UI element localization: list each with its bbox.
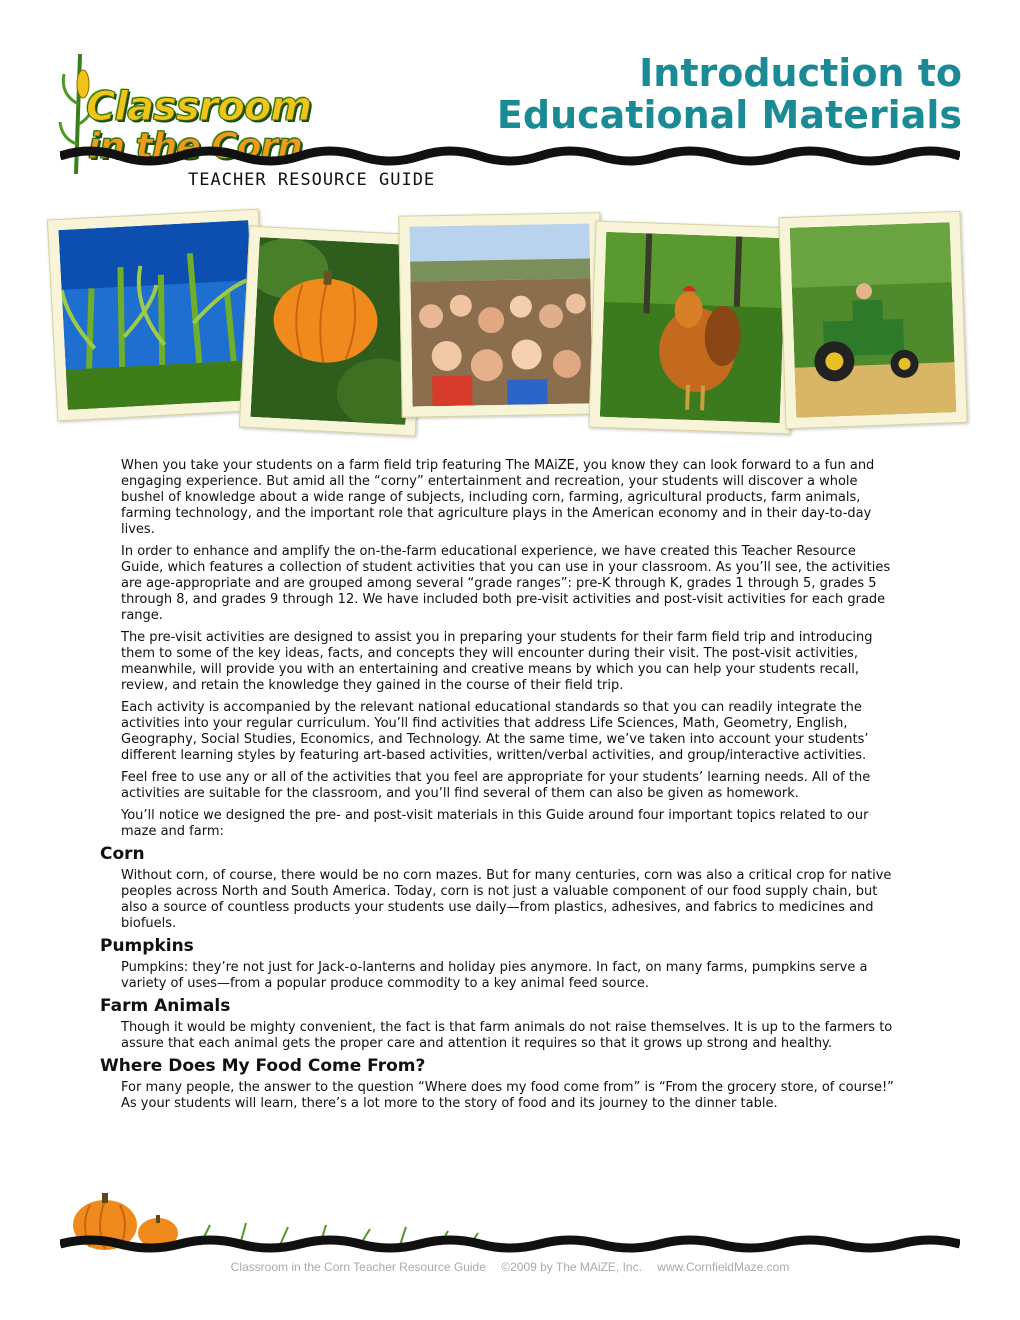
intro-paragraph: When you take your students on a farm field trip featuring The MAiZE, you know they can look forward to a fun and engaging experience. But amid all the “corny” entertainment and recreation, your students will discover a whole bushel of knowledge about a wide range of subjects, including corn, farming, agricultural products, farm animals, farming technology, and the important role that agriculture plays in the American economy and in their day-to-day lives.	[121, 458, 875, 537]
intro-paragraph: In order to enhance and amplify the on-the-farm educational experience, we have created this Teacher Resource Guide, which features a collection of student activities that you can use in your classroom. As you’ll see, the activities are age-appropriate and are grouped among several “grade ranges”: pre-K through K, grades 1 through 5, grades 5 through 8, and grades 9 through 12. We have included both pre-visit activities and post-visit activities for each grade range.	[121, 544, 891, 623]
topic-text-farm-animals: Though it would be mighty convenient, the fact is that farm animals do not raise themselves. It is up to the farmers to assure that each animal gets the proper care and attention it requires so that it grows up strong and healthy.	[121, 1020, 893, 1051]
footer-copyright: ©2009 by The MAiZE, Inc.	[501, 1260, 642, 1274]
intro-paragraph: Each activity is accompanied by the relevant national educational standards so that you can readily integrate the activities into your regular curriculum. You’ll find activities that address Life Sciences, Math, Geometry, English, Geography, Social Studies, Economics, and Technology. At the same time, we’ve taken into account your students’ different learning styles by featuring art-based activities, written/verbal activities, and group/interactive activities.	[121, 700, 869, 763]
topic-heading-food-source: Where Does My Food Come From?	[100, 1056, 426, 1076]
footer-wave-divider	[60, 1232, 960, 1254]
page-title	[497, 52, 962, 136]
topic-heading-pumpkins: Pumpkins	[100, 936, 194, 956]
logo-line-1: Classroom	[86, 84, 312, 130]
page-title-line-1: Introduction to	[639, 51, 962, 95]
students-group-photo	[398, 212, 603, 417]
intro-paragraph: The pre-visit activities are designed to assist you in preparing your students for their farm field trip and introducing them to some of the key ideas, facts, and concepts they will encounter during their visit. The post-visit activities, meanwhile, will provide you with an entertaining and creative means by which you can help your students recall, review, and retain the knowledge they gained in the course of their field trip.	[121, 630, 873, 693]
logo-line-2: in the Corn	[88, 126, 302, 167]
topic-text-food-source: For many people, the answer to the question “Where does my food come from” is “From the grocery store, of course!” As your students will learn, there’s a lot more to the story of food and its journey to the dinner table.	[121, 1080, 894, 1111]
rooster-photo	[588, 221, 797, 435]
intro-paragraph: You’ll notice we designed the pre- and post-visit materials in this Guide around four important topics related to our maze and farm:	[121, 808, 869, 839]
footer-guide-name: Classroom in the Corn Teacher Resource Guide	[230, 1260, 486, 1274]
body-content	[100, 458, 900, 1118]
corn-stalks-photo	[47, 209, 269, 422]
intro-paragraph: Feel free to use any or all of the activities that you feel are appropriate for your students’ learning needs. All of the activities are suitable for the classroom, and you’ll find several of them can also be given as homework.	[121, 770, 871, 801]
header-wave-divider	[60, 142, 960, 168]
page-footer	[0, 1260, 1020, 1274]
page-title-line-2: Educational Materials	[496, 93, 962, 137]
topic-text-pumpkins: Pumpkins: they’re not just for Jack-o-lanterns and holiday pies anymore. In fact, on many farms, pumpkins serve a variety of uses—from a popular produce commodity to a key animal feed source.	[121, 960, 868, 991]
teacher-resource-guide-subtitle: TEACHER RESOURCE GUIDE	[188, 170, 436, 190]
topic-heading-corn: Corn	[100, 844, 145, 864]
topic-heading-farm-animals: Farm Animals	[100, 996, 231, 1016]
topic-text-corn: Without corn, of course, there would be no corn mazes. But for many centuries, corn was also a critical crop for native peoples across North and South America. Today, corn is not just a valuable component of our food supply chain, but also a source of countless products your students use daily—from plastics, adhesives, and fabrics to medicines and biofuels.	[121, 868, 892, 931]
footer-website-link[interactable]: www.CornfieldMaze.com	[657, 1260, 790, 1274]
tractor-photo	[778, 211, 967, 429]
